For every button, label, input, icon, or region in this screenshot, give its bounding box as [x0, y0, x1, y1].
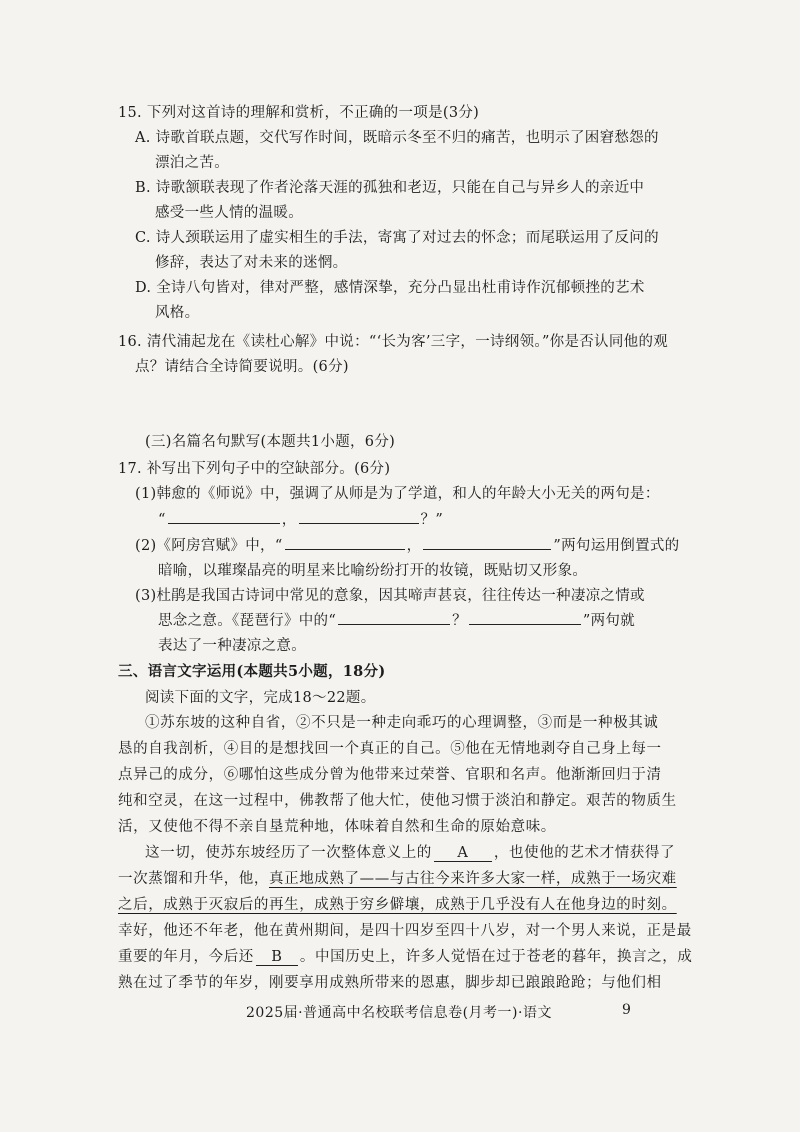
q17-part1-blanks: [158, 508, 443, 529]
page-footer: 2025届·普通高中名校联考信息卷(月考一)·语文: [246, 1005, 552, 1021]
answer-blank[interactable]: [423, 535, 551, 550]
answer-blank[interactable]: [285, 535, 405, 550]
text-segment: ，也使他的艺术才情获得了: [493, 845, 676, 861]
passage-line: [118, 867, 677, 888]
page-number: 9: [622, 1002, 631, 1018]
passage-line: 恳的自我剖析，④目的是想找回一个真正的自己。⑤他在无情地剥夺自己身上每一: [118, 741, 662, 757]
option-a-line2: 漂泊之苦。: [155, 155, 229, 171]
text-segment: 一次蒸馏和升华，他，: [118, 871, 269, 887]
text-segment: 。中国历史上，许多人觉悟在过于苍老的暮年，换言之，成: [299, 949, 693, 965]
comma: ，: [281, 512, 297, 528]
answer-blank[interactable]: [469, 610, 581, 625]
underlined-sentence: 真正地成熟了——与古往今来许多大家一样，成熟于一场灾难: [269, 871, 677, 887]
text-segment: (2)《阿房宫赋》中，“: [135, 538, 283, 554]
text-segment: 这一切，使苏东坡经历了一次整体意义上的: [145, 845, 432, 861]
option-b-line2: 感受一些人情的温暖。: [155, 205, 303, 221]
part-3-heading: 三、语言文字运用(本题共5小题，18分): [118, 663, 386, 680]
answer-blank[interactable]: [299, 509, 419, 524]
question-17-stem: 17. 补写出下列句子中的空缺部分。(6分): [118, 461, 391, 477]
q17-part3-line1: (3)杜鹃是我国古诗词中常见的意象，因其啼声甚哀，往往传达一种凄凉之情或: [135, 588, 645, 604]
passage-line: [145, 841, 675, 862]
answer-blank[interactable]: [168, 509, 280, 524]
passage-line: 点异己的成分，⑥哪怕这些成分曾为他带来过荣誉、官职和名声。他渐渐回归于清: [118, 767, 662, 783]
text-segment: ”两句运用倒置式的: [553, 538, 680, 554]
passage-line: 幸好，他还不年老，他在黄州期间，是四十四岁至四十八岁，对一个男人来说，正是最: [118, 923, 692, 939]
q17-part2-line2: 暗喻，以璀璨晶亮的明星来比喻纷纷打开的妆镜，既贴切又形象。: [158, 563, 588, 579]
option-d-line2: 风格。: [155, 305, 200, 321]
passage-line: [118, 945, 693, 966]
text-segment: ”两句就: [582, 613, 635, 629]
option-d-line1: D. 全诗八句皆对，律对严整，感情深挚，充分凸显出杜甫诗作沉郁顿挫的艺术: [135, 280, 645, 296]
comma: ，: [406, 538, 422, 554]
q17-part1-line1: (1)韩愈的《师说》中，强调了从师是为了学道，和人的年龄大小无关的两句是：: [135, 486, 660, 502]
q17-part3-line3: 表达了一种凄凉之意。: [158, 638, 306, 654]
option-a-line1: A. 诗歌首联点题，交代写作时间，既暗示冬至不归的痛苦，也明示了困窘愁怨的: [135, 130, 659, 146]
answer-blank[interactable]: [338, 610, 450, 625]
passage-line: 活，又使他不得不亲自垦荒种地，体味着自然和生命的原始意味。: [118, 819, 556, 835]
question-16-line2: 点？请结合全诗简要说明。(6分): [135, 359, 349, 375]
passage-line: ①苏东坡的这种自省，②不只是一种走向乖巧的心理调整，③而是一种极其诚: [145, 715, 659, 731]
underlined-sentence: 之后，成熟于灭寂后的再生，成熟于穷乡僻壤，成熟于几乎没有人在他身边的时刻。: [118, 897, 677, 913]
option-c-line1: C. 诗人颈联运用了虚实相生的手法，寄寓了对过去的怀念；而尾联运用了反问的: [135, 230, 659, 246]
option-b-line1: B. 诗歌颔联表现了作者沦落天涯的孤独和老迈，只能在自己与异乡人的亲近中: [135, 180, 645, 196]
option-c-line2: 修辞，表达了对未来的迷惘。: [155, 255, 348, 271]
reading-instruction: 阅读下面的文字，完成18～22题。: [145, 690, 376, 706]
question-15-stem: 15. 下列对这首诗的理解和赏析，不正确的一项是(3分): [118, 105, 480, 121]
section-3-heading: (三)名篇名句默写(本题共1小题，6分): [145, 434, 396, 450]
q17-part2-line1: [135, 534, 680, 555]
quote-open: “: [158, 512, 166, 528]
question-16-line1: 16. 清代浦起龙在《读杜心解》中说：“‘长为客’三字，一诗纲领。”你是否认同他的观: [118, 334, 669, 350]
q17-part3-line2: [158, 609, 635, 630]
passage-line: 熟在过了季节的年岁，刚要享用成熟所带来的恩惠，脚步却已踉踉跄跄；与他们相: [118, 975, 662, 991]
blank-a[interactable]: A: [434, 845, 492, 862]
text-segment: 重要的年月，今后还: [118, 949, 254, 965]
quote-close: ？”: [420, 512, 444, 528]
text-segment: 思念之意。《琵琶行》中的“: [158, 613, 337, 629]
blank-b[interactable]: B: [256, 949, 298, 966]
passage-line: 纯和空灵，在这一过程中，佛教帮了他大忙，使他习惯于淡泊和静定。艰苦的物质生: [118, 793, 677, 809]
question-mark: ？: [452, 613, 467, 629]
